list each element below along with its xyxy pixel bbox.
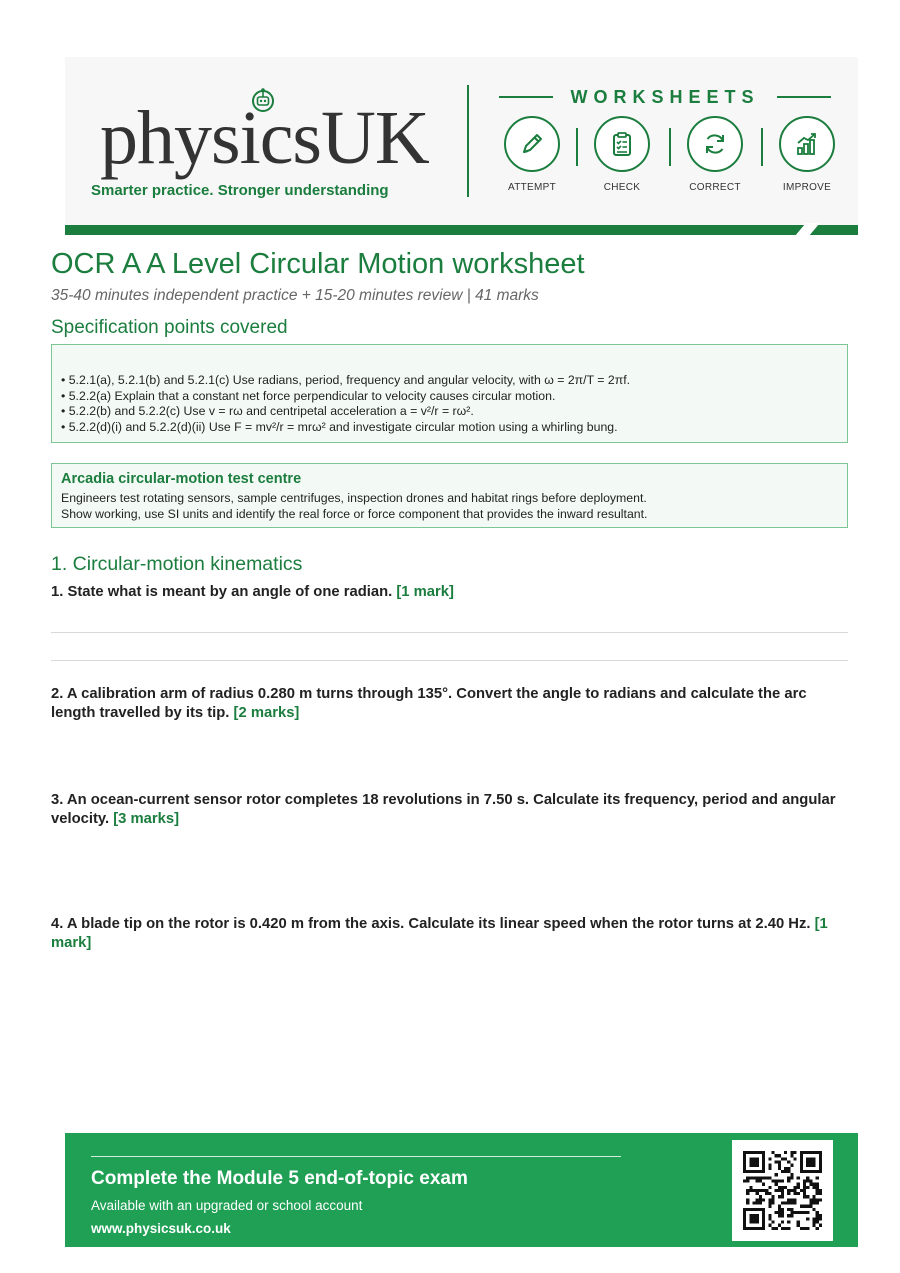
question-text: 2. A calibration arm of radius 0.280 m turns through 135°. Convert the angle to radians and calculate the arc length travelled by its tip. [51,686,807,721]
spec-points-box [51,344,848,443]
header-accent-bar [65,225,858,235]
step-label: CHECK [603,182,641,193]
footer-subtitle: Available with an upgraded or school account [91,1198,363,1213]
question-text: 4. A blade tip on the rotor is 0.420 m from the axis. Calculate its linear speed when the rotor turns at 2.40 Hz. [51,916,811,932]
worksheets-heading [499,87,831,109]
section-heading: 1. Circular-motion kinematics [51,553,303,575]
question-text: 3. An ocean-current sensor rotor completes 18 revolutions in 7.50 s. Calculate its frequency, period and angular velocity. [51,792,836,827]
worksheet-subtitle: 35-40 minutes independent practice + 15-20 minutes review | 41 marks [51,287,539,304]
step-improve [772,116,842,193]
question-marks: [3 marks] [113,811,180,827]
question-marks: [1 mark] [396,584,454,600]
question-marks: [1 mark] [51,916,828,951]
worksheets-label: WORKSHEETS [570,87,760,107]
spec-point: • 5.2.2(b) and 5.2.2(c) Use v = rω and centripetal acceleration a = v²/r = rω². [61,404,474,418]
question-4 [51,915,848,953]
clipboard-checklist-icon [607,129,637,159]
footer-rule [91,1156,621,1157]
qr-code[interactable] [732,1140,833,1241]
question-marks: [2 marks] [233,705,300,721]
question-text: 1. State what is meant by an angle of one radian. [51,584,393,600]
answer-line[interactable] [51,660,848,661]
tagline: Smarter practice. Stronger understanding [91,182,389,199]
step-label: CORRECT [689,182,741,193]
logo-wordmark: physicsUK [100,96,429,180]
context-text: Engineers test rotating sensors, sample centrifuges, inspection drones and habitat rings before deployment. [61,491,647,505]
refresh-icon [700,129,730,159]
footer-title: Complete the Module 5 end-of-topic exam [91,1168,468,1189]
header-banner [65,57,858,225]
pencil-icon [517,129,547,159]
step-attempt [497,116,567,193]
context-box [51,463,848,528]
spec-point: • 5.2.2(a) Explain that a constant net force perpendicular to velocity causes circular motion. [61,388,556,403]
step-check [587,116,657,193]
step-divider [576,128,578,166]
banner-divider [467,85,469,197]
footer-url-link[interactable]: www.physicsuk.co.uk [91,1221,231,1236]
worksheet-title: OCR A A Level Circular Motion worksheet [51,248,585,280]
step-divider [761,128,763,166]
step-label: ATTEMPT [507,182,557,193]
step-divider [669,128,671,166]
step-correct [680,116,750,193]
spec-heading: Specification points covered [51,317,288,338]
spec-point: • 5.2.1(a), 5.2.1(b) and 5.2.1(c) Use radians, period, frequency and angular velocity, with ω = 2π/T = 2πf. [61,373,631,387]
context-title: Arcadia circular-motion test centre [61,471,302,487]
footer-banner [65,1133,858,1247]
context-text: Show working, use SI units and identify the real force or force component that provides the inward resultant. [61,506,648,521]
step-label: IMPROVE [782,182,832,193]
heading-rule-right [777,96,831,98]
answer-line[interactable] [51,632,848,633]
workflow-steps [497,116,837,196]
question-1 [51,583,848,602]
question-3 [51,791,848,829]
qr-code-icon [743,1151,822,1230]
spec-point: • 5.2.2(d)(i) and 5.2.2(d)(ii) Use F = mv²/r = mrω² and investigate circular motion using a whirling bung. [61,419,618,434]
bar-chart-growth-icon [792,129,822,159]
question-2 [51,685,848,723]
